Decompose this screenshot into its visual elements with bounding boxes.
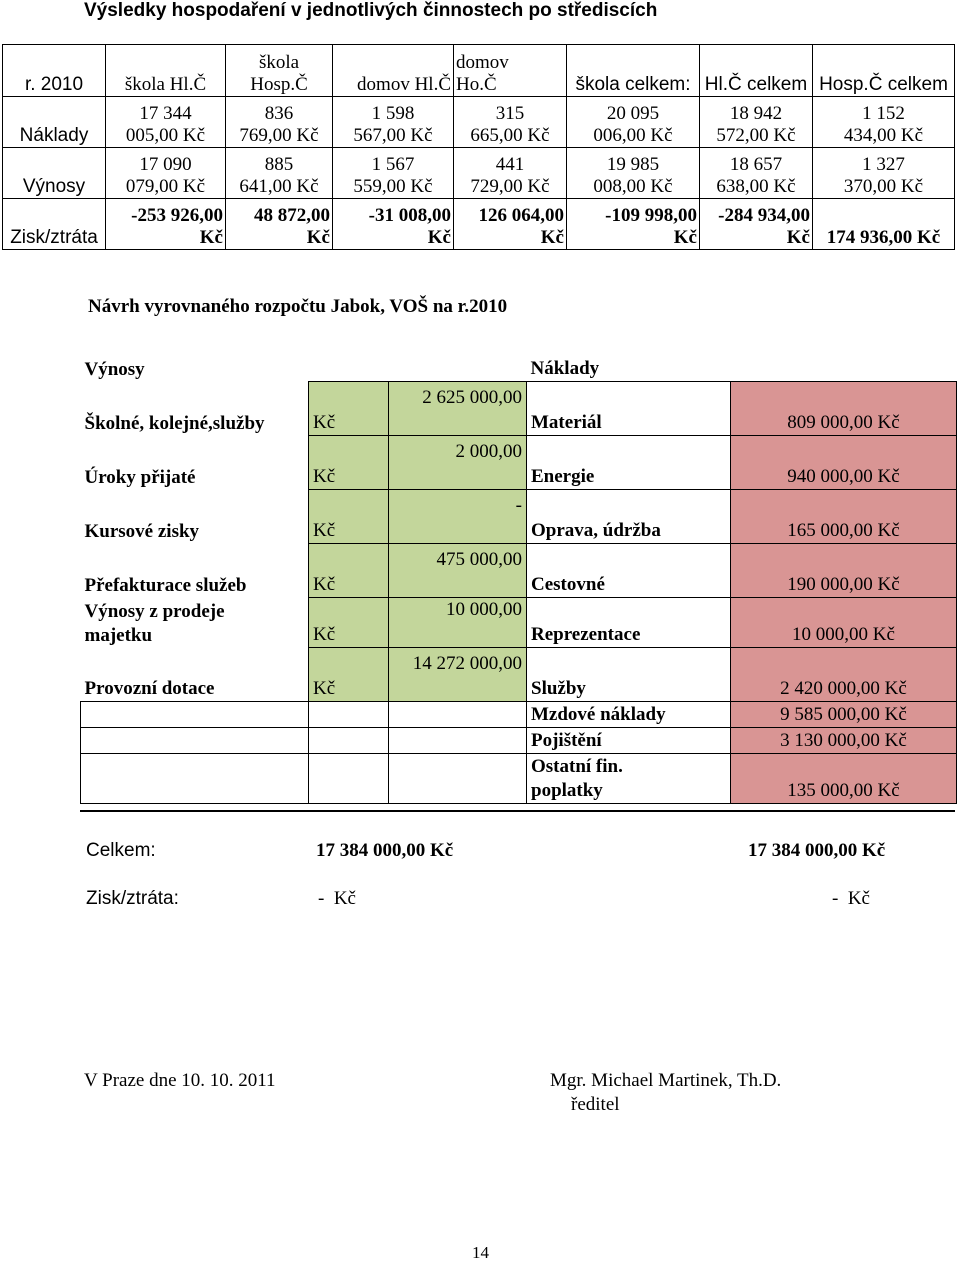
income-value: - (389, 490, 527, 544)
income-currency: Kč (309, 544, 389, 598)
empty-cell (81, 702, 309, 728)
cost-value: 940 000,00 Kč (731, 436, 957, 490)
table-cell: 174 936,00 Kč (813, 199, 955, 250)
table-cell: 1 598 567,00 Kč (333, 97, 454, 148)
results-table (2, 44, 955, 250)
row-label: Náklady (3, 97, 106, 148)
budget-header-row (81, 356, 957, 382)
total-income: 17 384 000,00 Kč (316, 840, 454, 861)
cost-value: 809 000,00 Kč (731, 382, 957, 436)
total-costs: 17 384 000,00 Kč (748, 840, 886, 861)
income-label: Školné, kolejné,služby (84, 412, 265, 434)
income-value: 2 000,00 (389, 436, 527, 490)
cost-label: Oprava, údržba (527, 490, 731, 544)
table-cell: 126 064,00 Kč (454, 199, 567, 250)
table-row (81, 648, 957, 702)
empty-cell (81, 754, 309, 804)
income-label: Kursové zisky (84, 520, 200, 542)
signer-name: Mgr. Michael Martinek, Th.D. (550, 1070, 782, 1091)
header-skola-hospc: škola Hosp.Č (226, 45, 333, 97)
empty-cell (389, 728, 527, 754)
header-hlc-celkem: Hl.Č celkem (700, 45, 813, 97)
income-currency: Kč (309, 648, 389, 702)
table-cell: -31 008,00 Kč (333, 199, 454, 250)
income-value: 14 272 000,00 (389, 648, 527, 702)
income-header: Výnosy (84, 358, 145, 380)
row-label: Zisk/ztráta (3, 199, 106, 250)
cost-value: 2 420 000,00 Kč (731, 648, 957, 702)
table-row (3, 148, 955, 199)
table-row (3, 97, 955, 148)
row-label: Výnosy (3, 148, 106, 199)
income-value: 10 000,00 (389, 598, 527, 648)
cost-value: 3 130 000,00 Kč (731, 728, 957, 754)
table-cell: 1 567 559,00 Kč (333, 148, 454, 199)
header-skola-hlc: škola Hl.Č (106, 45, 226, 97)
profit-loss-costs: - Kč (832, 888, 870, 909)
profit-loss-income: - Kč (318, 888, 356, 909)
table-row (81, 754, 957, 804)
income-value: 475 000,00 (389, 544, 527, 598)
empty-cell (309, 702, 389, 728)
cost-label: Reprezentace (527, 598, 731, 648)
income-label: Úroky přijaté (84, 466, 196, 488)
income-value: 2 625 000,00 (389, 382, 527, 436)
table-cell: -284 934,00 Kč (700, 199, 813, 250)
cost-value: 135 000,00 Kč (731, 754, 957, 804)
costs-header: Náklady (530, 358, 600, 379)
income-label: Přefakturace služeb (84, 574, 247, 596)
table-cell: 17 090 079,00 Kč (106, 148, 226, 199)
budget-table (80, 356, 957, 804)
table-row (81, 490, 957, 544)
income-currency: Kč (309, 436, 389, 490)
empty-cell (389, 702, 527, 728)
total-label: Celkem: (86, 840, 156, 861)
table-cell: 48 872,00 Kč (226, 199, 333, 250)
signer-role: ředitel (571, 1094, 620, 1115)
income-label: Provozní dotace (84, 678, 215, 699)
cost-value: 10 000,00 Kč (731, 598, 957, 648)
empty-cell (309, 728, 389, 754)
table-cell: 885 641,00 Kč (226, 148, 333, 199)
table-cell: 18 657 638,00 Kč (700, 148, 813, 199)
table-cell: 315 665,00 Kč (454, 97, 567, 148)
cost-label: Materiál (527, 382, 731, 436)
page-number: 14 (472, 1243, 489, 1262)
table-cell: 1 327 370,00 Kč (813, 148, 955, 199)
header-year: r. 2010 (3, 45, 106, 97)
empty-cell (309, 754, 389, 804)
header-skola-celkem: škola celkem: (567, 45, 700, 97)
table-cell: -109 998,00 Kč (567, 199, 700, 250)
table-cell: 20 095 006,00 Kč (567, 97, 700, 148)
cost-value: 9 585 000,00 Kč (731, 702, 957, 728)
table-cell: 18 942 572,00 Kč (700, 97, 813, 148)
budget-title: Návrh vyrovnaného rozpočtu Jabok, VOŠ na r.2010 (88, 296, 508, 317)
profit-loss-label: Zisk/ztráta: (86, 888, 179, 909)
table-cell: 441 729,00 Kč (454, 148, 567, 199)
table-row (81, 382, 957, 436)
table-cell: 19 985 008,00 Kč (567, 148, 700, 199)
table-cell: 1 152 434,00 Kč (813, 97, 955, 148)
header-domov-hlc: domov Hl.Č (333, 45, 454, 97)
table-row (81, 728, 957, 754)
results-header-row (3, 45, 955, 97)
table-cell: 836 769,00 Kč (226, 97, 333, 148)
place-and-date: V Praze dne 10. 10. 2011 (84, 1070, 276, 1091)
header-domov-hoc: domov Ho.Č (454, 45, 567, 97)
cost-label: Ostatní fin. poplatky (527, 754, 731, 804)
income-currency: Kč (309, 598, 389, 648)
table-row (3, 199, 955, 250)
table-row (81, 598, 957, 648)
table-row (81, 544, 957, 598)
cost-value: 190 000,00 Kč (731, 544, 957, 598)
header-hospc-celkem: Hosp.Č celkem (813, 45, 955, 97)
table-row (81, 436, 957, 490)
divider-line (80, 810, 955, 812)
table-row (81, 702, 957, 728)
empty-cell (389, 754, 527, 804)
document-title: Výsledky hospodaření v jednotlivých činnostech po střediscích (84, 0, 658, 21)
cost-label: Mzdové náklady (527, 702, 731, 728)
empty-cell (81, 728, 309, 754)
cost-label: Cestovné (527, 544, 731, 598)
income-currency: Kč (309, 382, 389, 436)
table-cell: 17 344 005,00 Kč (106, 97, 226, 148)
cost-label: Služby (527, 648, 731, 702)
income-currency: Kč (309, 490, 389, 544)
table-cell: -253 926,00 Kč (106, 199, 226, 250)
cost-label: Energie (527, 436, 731, 490)
income-label: Výnosy z prodeje majetku (84, 600, 225, 646)
cost-value: 165 000,00 Kč (731, 490, 957, 544)
cost-label: Pojištění (527, 728, 731, 754)
